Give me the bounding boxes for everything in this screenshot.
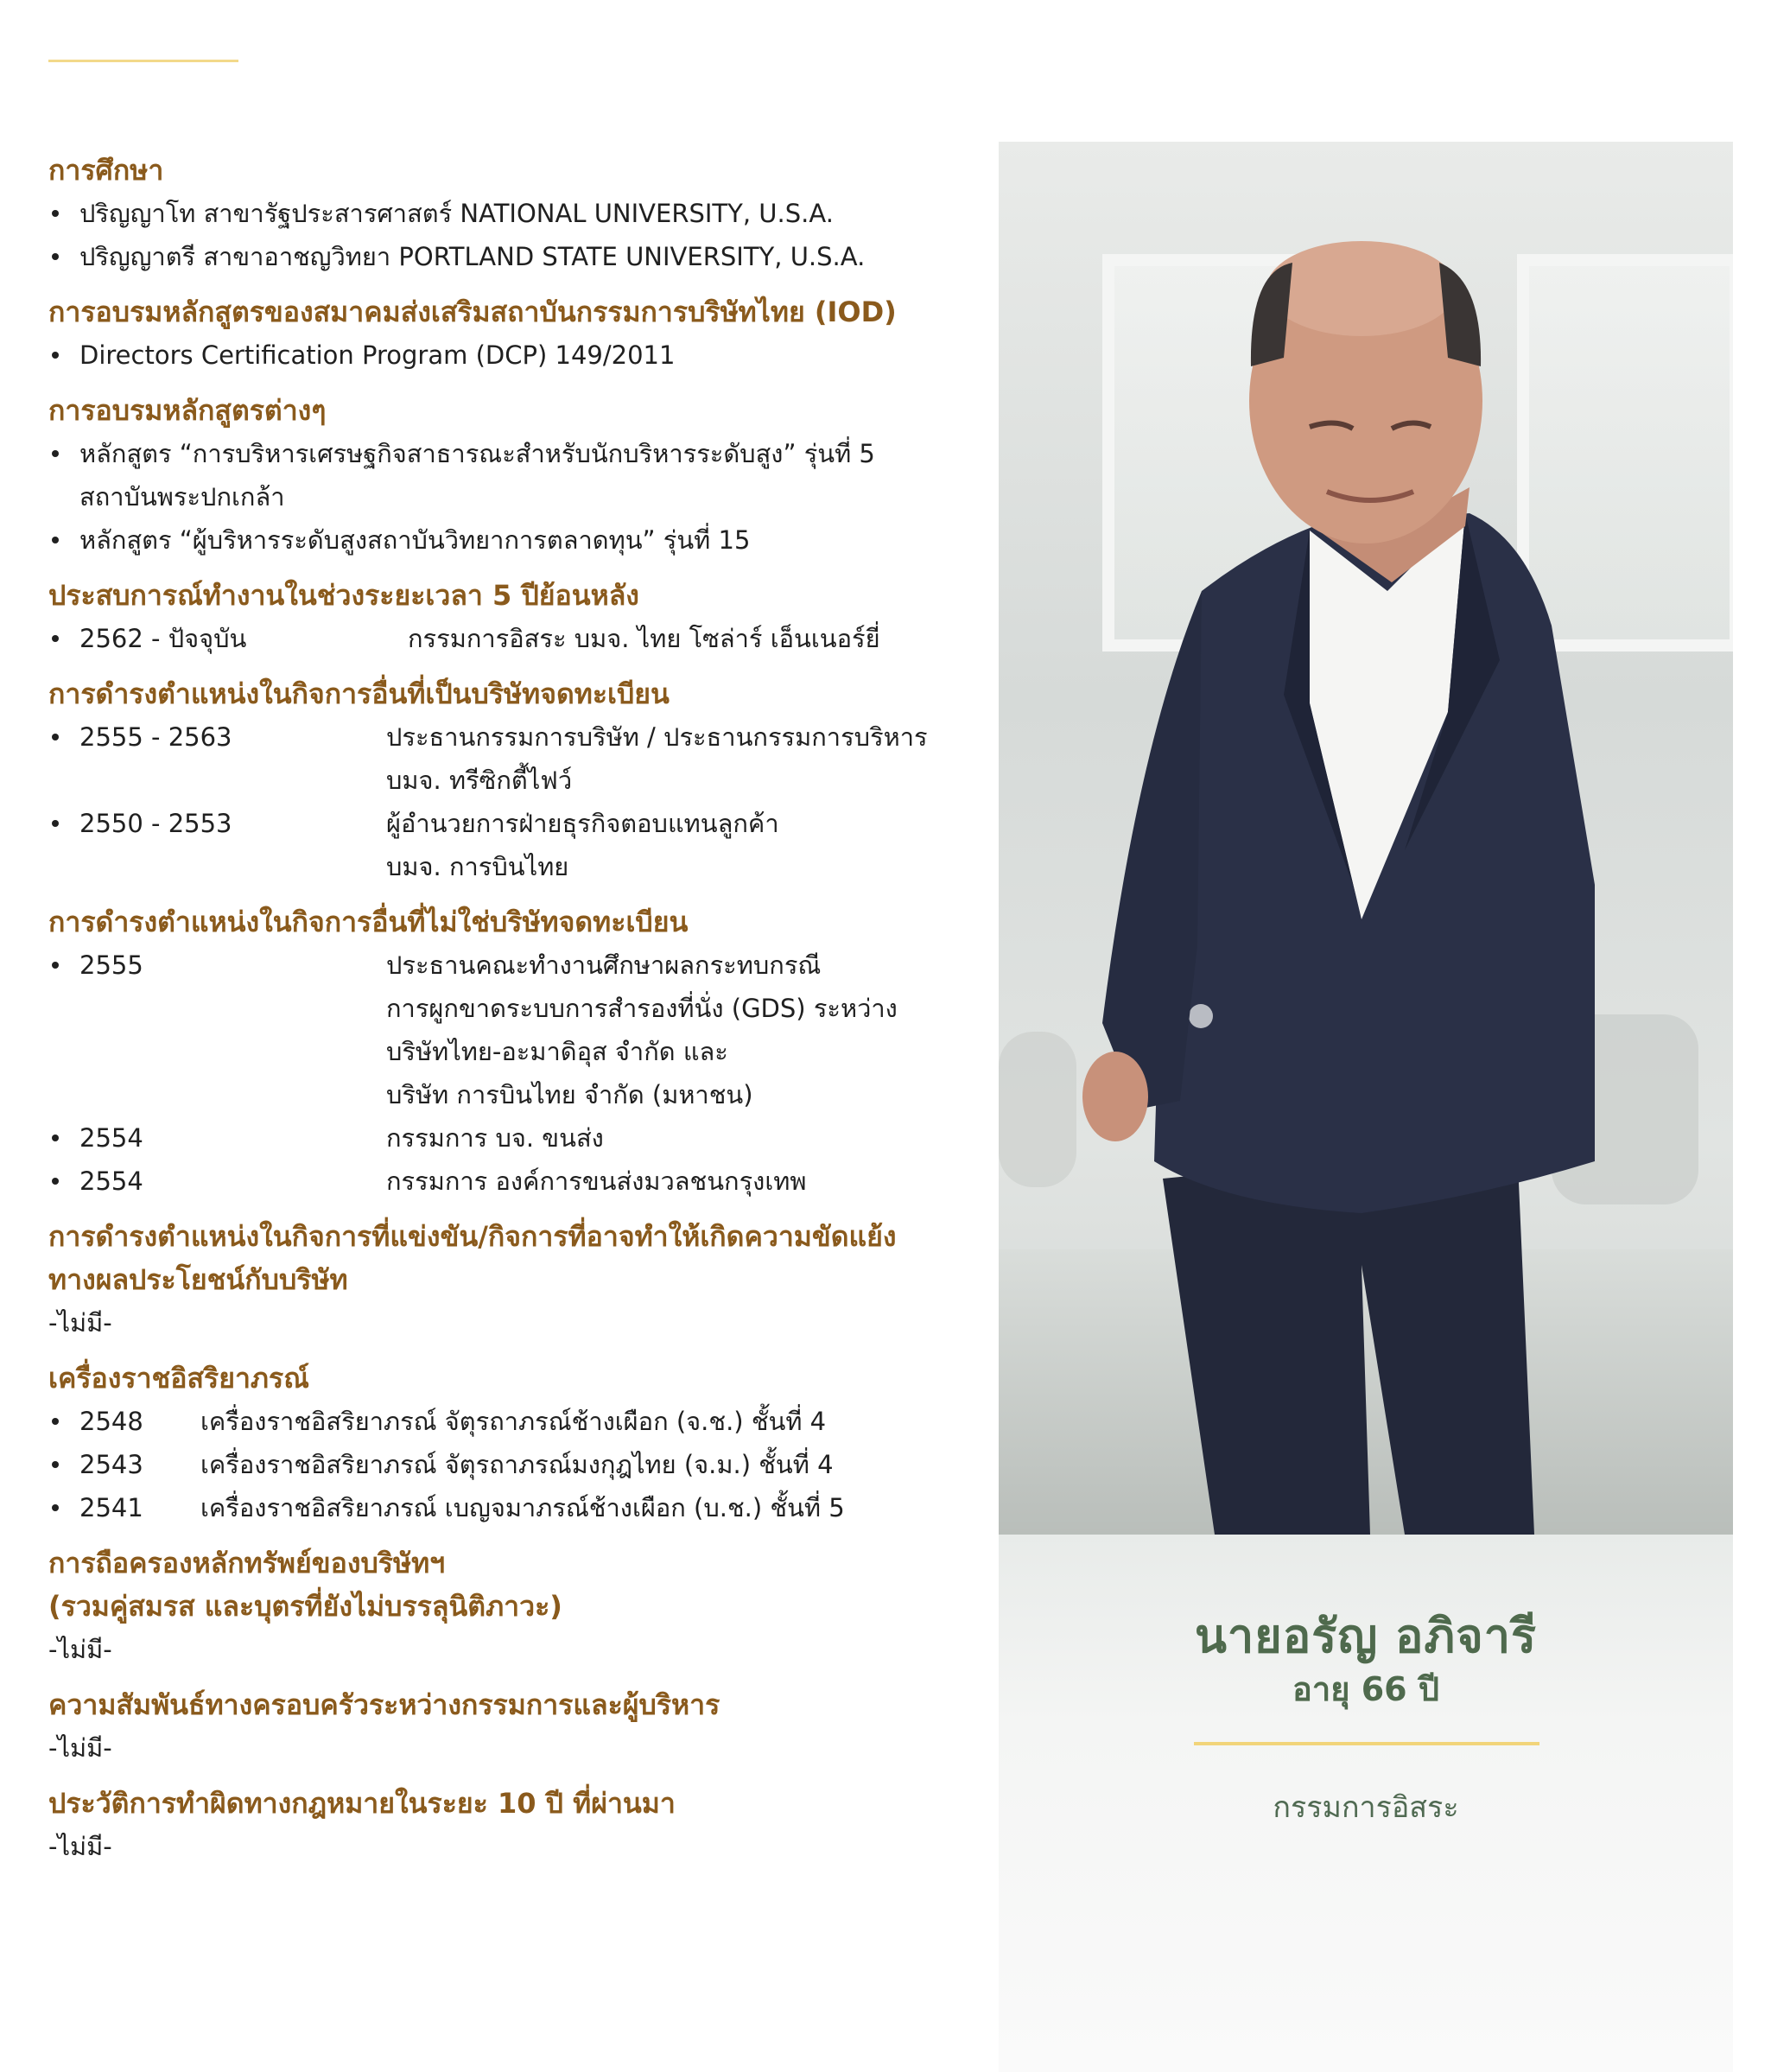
listed-heading: การดำรงตำแหน่งในกิจการอื่นที่เป็นบริษัทจดทะเบียน bbox=[48, 677, 670, 710]
conflict-value: -ไม่มี- bbox=[48, 1308, 112, 1338]
list-item bbox=[48, 944, 973, 1116]
list-item bbox=[48, 617, 973, 660]
experience-section bbox=[48, 574, 973, 660]
training-line: หลักสูตร “ผู้บริหารระดับสูงสถาบันวิทยาการตลาดทุน” รุ่นที่ 15 bbox=[79, 525, 751, 555]
shares-heading: การถือครองหลักทรัพย์ของบริษัทฯ bbox=[48, 1547, 446, 1579]
year: 2541 bbox=[79, 1493, 143, 1522]
education-heading: การศึกษา bbox=[48, 154, 164, 187]
year: 2554 bbox=[79, 1123, 143, 1153]
description: กรรมการอิสระ บมจ. ไทย โซล่าร์ เอ็นเนอร์ยี่ bbox=[408, 624, 880, 653]
year: 2550 - 2553 bbox=[79, 809, 232, 838]
list-item bbox=[48, 518, 973, 562]
list-item: ปริญญาโท สาขารัฐประสารศาสตร์ NATIONAL UNIVERSITY, U.S.A. bbox=[48, 192, 973, 235]
list-item bbox=[48, 715, 973, 802]
decorations-section bbox=[48, 1357, 973, 1529]
conflict-heading: การดำรงตำแหน่งในกิจการที่แข่งขัน/กิจการที่อาจทำให้เกิดความขัดแย้ง bbox=[48, 1220, 897, 1253]
description: เครื่องราชอิสริยาภรณ์ จัตุรถาภรณ์มงกุฎไทย (จ.ม.) ชั้นที่ 4 bbox=[200, 1450, 834, 1479]
description: กรรมการ บจ. ขนส่ง bbox=[386, 1123, 604, 1153]
list-item bbox=[48, 1116, 973, 1160]
shares-section bbox=[48, 1541, 973, 1671]
training-heading: การอบรมหลักสูตรต่างๆ bbox=[48, 394, 327, 427]
year: 2555 bbox=[79, 950, 143, 980]
year: 2543 bbox=[79, 1450, 143, 1479]
person-name: นายอรัญ อภิจารี bbox=[1194, 1609, 1538, 1663]
list-item bbox=[48, 1400, 973, 1443]
training-section bbox=[48, 389, 973, 562]
family-value: -ไม่มี- bbox=[48, 1733, 112, 1763]
company: บมจ. การบินไทย bbox=[386, 852, 569, 881]
legal-section bbox=[48, 1782, 973, 1868]
description: ผู้อำนวยการฝ่ายธุรกิจตอบแทนลูกค้า bbox=[386, 809, 779, 838]
year: 2554 bbox=[79, 1166, 143, 1196]
list-item bbox=[48, 802, 973, 888]
list-item bbox=[48, 432, 973, 518]
jacket-button bbox=[1189, 1004, 1213, 1028]
training-line: หลักสูตร “การบริหารเศรษฐกิจสาธารณะสำหรับนักบริหารระดับสูง” รุ่นที่ 5 bbox=[79, 439, 875, 468]
training-line: สถาบันพระปกเกล้า bbox=[79, 482, 285, 512]
year: 2555 - 2563 bbox=[79, 722, 232, 752]
description: บริษัทไทย-อะมาดิอุส จำกัด และ bbox=[386, 1037, 728, 1066]
decorations-heading: เครื่องราชอิสริยาภรณ์ bbox=[48, 1362, 309, 1395]
profile-details bbox=[48, 149, 973, 1880]
person-age: อายุ 66 ปี bbox=[1292, 1670, 1439, 1708]
description: บริษัท การบินไทย จำกัด (มหาชน) bbox=[386, 1080, 753, 1109]
description: เครื่องราชอิสริยาภรณ์ เบญจมาภรณ์ช้างเผือก (บ.ช.) ชั้นที่ 5 bbox=[200, 1493, 845, 1522]
divider bbox=[1194, 1742, 1539, 1745]
conflict-heading: ทางผลประโยชน์กับบริษัท bbox=[48, 1263, 348, 1296]
legal-value: -ไม่มี- bbox=[48, 1832, 112, 1861]
nonlisted-heading: การดำรงตำแหน่งในกิจการอื่นที่ไม่ใช่บริษัทจดทะเบียน bbox=[48, 906, 689, 938]
list-item bbox=[48, 1160, 973, 1203]
shares-heading: (รวมคู่สมรส และบุตรที่ยังไม่บรรลุนิติภาวะ) bbox=[48, 1590, 562, 1623]
person-role: กรรมการอิสระ bbox=[1273, 1790, 1459, 1825]
list-item bbox=[48, 1443, 973, 1486]
company: บมจ. ทรีซิกตี้ไฟว์ bbox=[386, 766, 573, 795]
family-heading: ความสัมพันธ์ทางครอบครัวระหว่างกรรมการและผู้บริหาร bbox=[48, 1688, 720, 1721]
family-section bbox=[48, 1683, 973, 1770]
profile-name-card bbox=[999, 1535, 1733, 2072]
year: 2548 bbox=[79, 1407, 143, 1436]
legal-heading: ประวัติการทำผิดทางกฎหมายในระยะ 10 ปี ที่ผ่านมา bbox=[48, 1787, 676, 1820]
header-accent-line bbox=[48, 60, 238, 62]
list-item bbox=[48, 1486, 973, 1529]
portrait-photo bbox=[999, 142, 1733, 1535]
description: กรรมการ องค์การขนส่งมวลชนกรุงเทพ bbox=[386, 1166, 807, 1196]
listed-positions-section bbox=[48, 672, 973, 888]
description: การผูกขาดระบบการสำรองที่นั่ง (GDS) ระหว่าง bbox=[386, 994, 898, 1023]
experience-heading: ประสบการณ์ทำงานในช่วงระยะเวลา 5 ปีย้อนหลัง bbox=[48, 579, 639, 612]
list-item: ปริญญาตรี สาขาอาชญวิทยา PORTLAND STATE UNIVERSITY, U.S.A. bbox=[48, 235, 973, 278]
list-item: Directors Certification Program (DCP) 149/2011 bbox=[48, 334, 973, 377]
description: ประธานกรรมการบริษัท / ประธานกรรมการบริหาร bbox=[386, 722, 928, 752]
nonlisted-positions-section bbox=[48, 900, 973, 1203]
conflict-section bbox=[48, 1215, 973, 1344]
year: 2562 - ปัจจุบัน bbox=[79, 624, 247, 653]
iod-section bbox=[48, 290, 973, 377]
education-section bbox=[48, 149, 973, 278]
description: เครื่องราชอิสริยาภรณ์ จัตุรถาภรณ์ช้างเผือก (จ.ช.) ชั้นที่ 4 bbox=[200, 1407, 827, 1436]
description: ประธานคณะทำงานศึกษาผลกระทบกรณี bbox=[386, 950, 822, 980]
shares-value: -ไม่มี- bbox=[48, 1635, 112, 1664]
person-silhouette bbox=[999, 142, 1733, 1535]
iod-heading: การอบรมหลักสูตรของสมาคมส่งเสริมสถาบันกรรมการบริษัทไทย (IOD) bbox=[48, 296, 897, 328]
